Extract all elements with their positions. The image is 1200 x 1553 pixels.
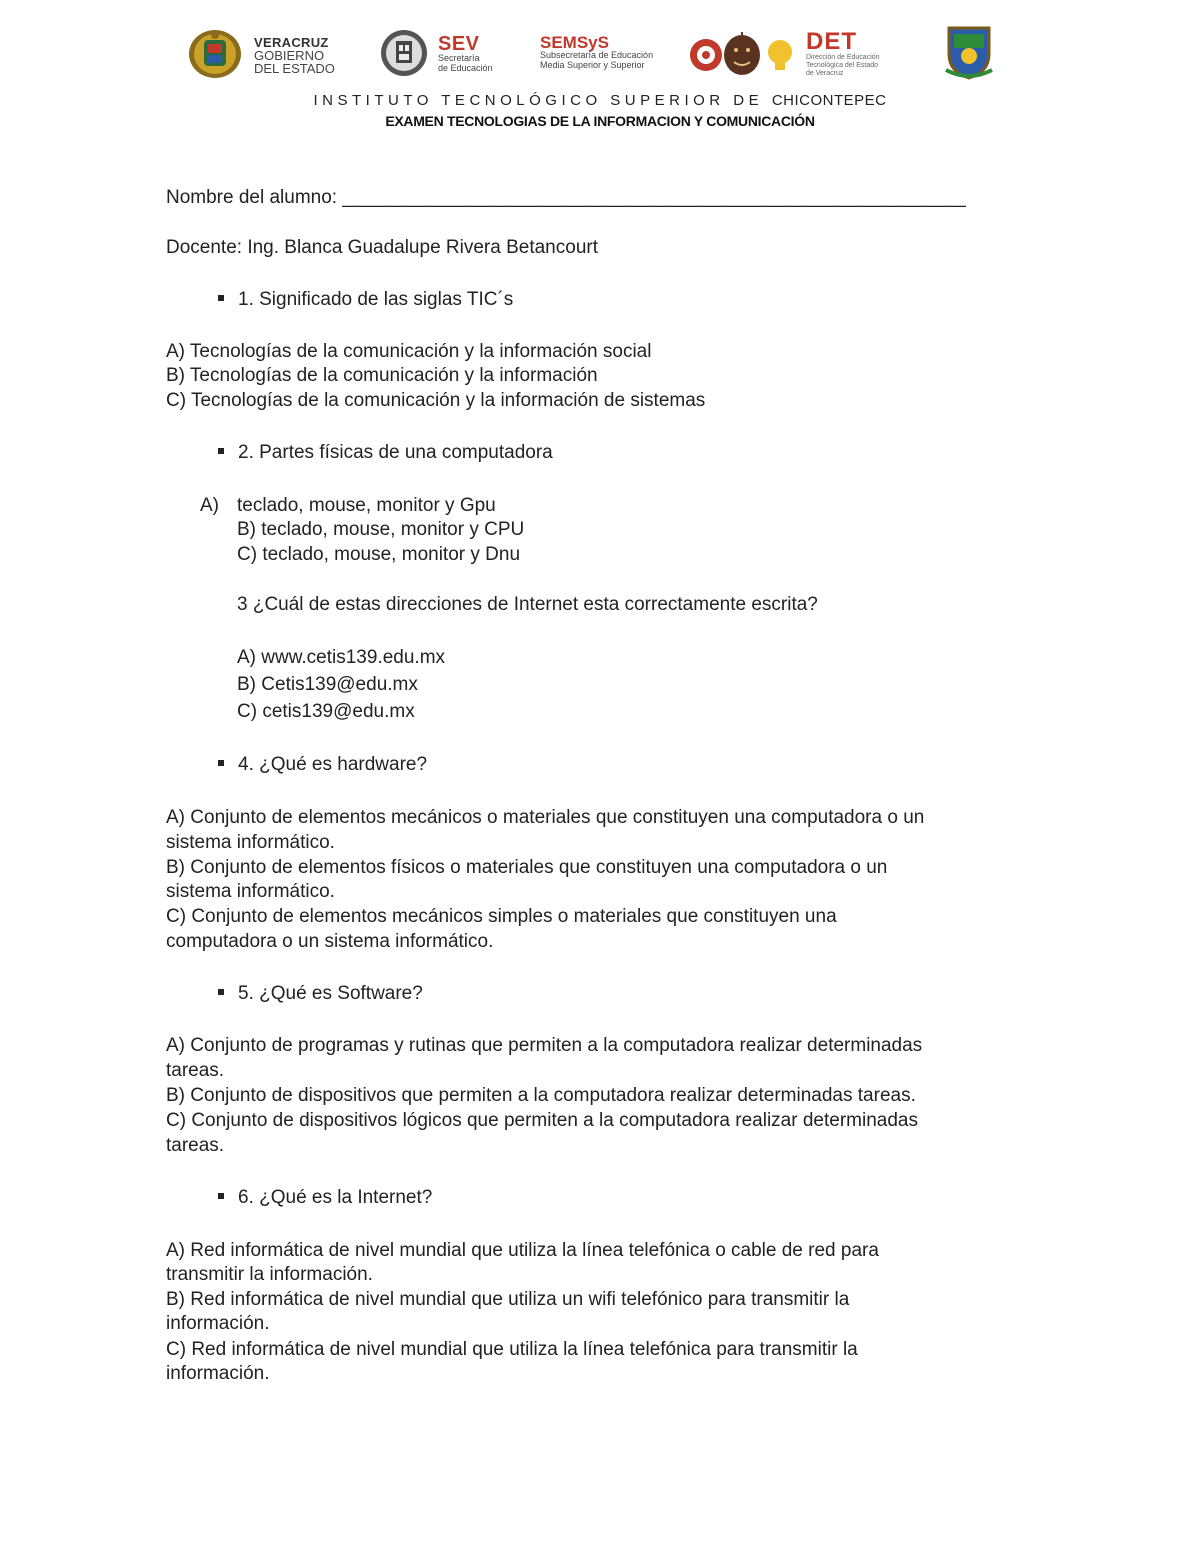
q1-option-c: C) Tecnologías de la comunicación y la información de sistemas (166, 390, 706, 411)
q6-option-b-line1: B) Red informática de nivel mundial que utiliza un wifi telefónico para transmitir la (166, 1289, 850, 1310)
student-name-line: Nombre del alumno: ___________________________________________________________ (166, 187, 966, 208)
question-6-text: 6. ¿Qué es la Internet? (238, 1187, 433, 1208)
question-2-text: 2. Partes físicas de una computadora (238, 442, 553, 463)
question-5-text: 5. ¿Qué es Software? (238, 983, 423, 1004)
q6-option-a-line1: A) Red informática de nivel mundial que utiliza la línea telefónica o cable de red para (166, 1240, 879, 1261)
q4-option-b-line2: sistema informático. (166, 881, 335, 902)
veracruz-line2: DEL ESTADO (254, 61, 335, 76)
q4-option-c-line1: C) Conjunto de elementos mecánicos simples o materiales que constituyen una (166, 906, 837, 927)
institute-shield-icon (944, 24, 994, 85)
question-4-text: 4. ¿Qué es hardware? (238, 754, 428, 775)
semsys-logo-text (540, 34, 653, 71)
sev-line2: de Educación (438, 62, 493, 73)
q6-option-c-line1: C) Red informática de nivel mundial que utiliza la línea telefónica para transmitir la (166, 1339, 858, 1360)
sev-emblem-icon (378, 28, 430, 83)
q6-option-a-line2: transmitir la información. (166, 1264, 373, 1285)
q4-option-c-line2: computadora o un sistema informático. (166, 931, 494, 952)
veracruz-line1: GOBIERNO (254, 48, 325, 63)
institute-name-main: INSTITUTO TECNOLÓGICO SUPERIOR DE (313, 92, 764, 109)
q4-option-b-line1: B) Conjunto de elementos físicos o materiales que constituyen una computadora o un (166, 857, 888, 878)
q5-option-c-line1: C) Conjunto de dispositivos lógicos que permiten a la computadora realizar determinadas (166, 1110, 918, 1131)
q2-option-a-label: A) (200, 495, 219, 516)
q5-option-a-line1: A) Conjunto de programas y rutinas que permiten a la computadora realizar determinadas (166, 1035, 923, 1056)
det-line1: Dirección de Educación (806, 54, 880, 61)
institute-name-location: CHICONTEPEC (771, 92, 887, 109)
q2-option-b: B) teclado, mouse, monitor y CPU (237, 519, 525, 540)
q3-option-b: B) Cetis139@edu.mx (237, 674, 418, 695)
sev-logo-text (438, 34, 493, 74)
q4-option-a-line2: sistema informático. (166, 832, 335, 853)
question-3-text: 3 ¿Cuál de estas direcciones de Internet esta correctamente escrita? (237, 594, 818, 615)
q3-option-a: A) www.cetis139.edu.mx (237, 647, 446, 668)
question-2 (218, 441, 553, 465)
question-1-text: 1. Significado de las siglas TIC´s (238, 289, 514, 310)
semsys-line1: Subsecretaría de Educación (540, 50, 654, 60)
question-6 (218, 1186, 432, 1210)
bullet-icon (218, 989, 224, 995)
q4-option-a-line1: A) Conjunto de elementos mecánicos o materiales que constituyen una computadora o un (166, 807, 925, 828)
exam-title: EXAMEN TECNOLOGIAS DE LA INFORMACION Y COMUNICACIÓN (385, 113, 815, 129)
sev-line1: Secretaría (438, 53, 480, 63)
veracruz-logo-text (254, 36, 335, 75)
q2-option-c: C) teclado, mouse, monitor y Dnu (237, 544, 521, 565)
question-1 (218, 288, 513, 312)
det-line2: Tecnológica del Estado (806, 62, 878, 70)
bullet-icon (218, 448, 224, 454)
bullet-icon (218, 760, 224, 766)
sev-title: SEV (438, 33, 480, 55)
q1-option-b: B) Tecnologías de la comunicación y la información (166, 365, 598, 386)
q5-option-c-line2: tareas. (166, 1135, 225, 1156)
question-5 (218, 982, 423, 1006)
teacher-line: Docente: Ing. Blanca Guadalupe Rivera Betancourt (166, 237, 598, 258)
q5-option-b-line1: B) Conjunto de dispositivos que permiten a la computadora realizar determinadas tareas. (166, 1085, 916, 1106)
logo-bar (0, 22, 1200, 92)
institute-name (0, 92, 1200, 109)
bullet-icon (218, 295, 224, 301)
veracruz-title: VERACRUZ (254, 35, 329, 50)
q2-option-a: teclado, mouse, monitor y Gpu (237, 495, 496, 516)
veracruz-coat-of-arms-icon (186, 28, 244, 85)
q5-option-a-line2: tareas. (166, 1060, 225, 1081)
bullet-icon (218, 1193, 224, 1199)
det-logo-text (806, 30, 880, 78)
semsys-title: SEMSyS (540, 33, 609, 52)
q3-option-c: C) cetis139@edu.mx (237, 701, 415, 722)
q6-option-c-line2: información. (166, 1363, 270, 1384)
education-graphics-icon (686, 32, 798, 83)
question-4 (218, 753, 427, 777)
det-title: DET (806, 28, 857, 55)
semsys-line2: Media Superior y Superior (540, 59, 645, 70)
q1-option-a: A) Tecnologías de la comunicación y la información social (166, 341, 652, 362)
q6-option-b-line2: información. (166, 1313, 270, 1334)
det-line3: de Veracruz (806, 70, 844, 78)
